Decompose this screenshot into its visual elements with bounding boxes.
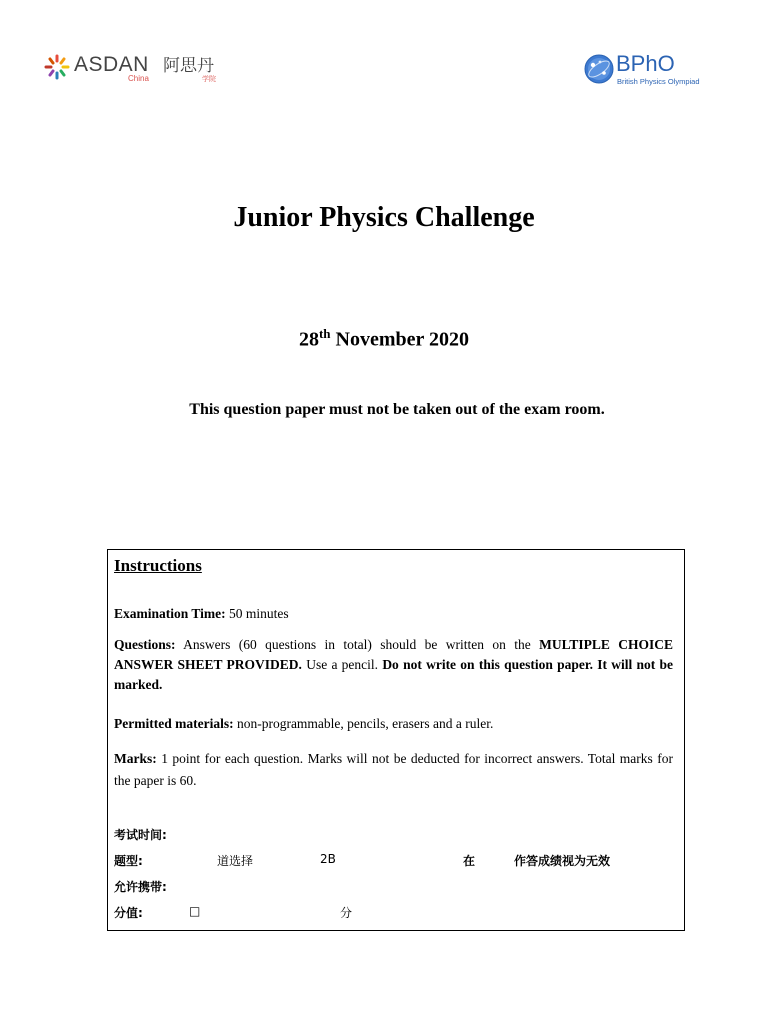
cn-type-c: 在 (463, 854, 476, 868)
bpho-logo (583, 50, 718, 90)
bpho-atom-icon (583, 53, 615, 85)
instructions-box (107, 549, 685, 931)
questions-do-not-write: Do not write on this question paper. It will not be marked. (114, 657, 674, 692)
questions-text-2: Use a pencil. (301, 657, 383, 672)
bpho-wordmark: BPhO (616, 51, 675, 76)
date-day: 28 (298, 328, 319, 351)
page-title: Junior Physics Challenge (233, 202, 535, 233)
instructions-heading: Instructions (114, 556, 202, 575)
permitted-value: non-programmable, pencils, erasers and a ruler. (233, 716, 494, 731)
asdan-wordmark: ASDAN (74, 53, 149, 76)
bpho-subtitle: British Physics Olympiad (617, 77, 700, 86)
cn-type-a: 道选择 (217, 854, 254, 868)
exam-time-line (114, 604, 673, 624)
exam-time-label: Examination Time: (114, 606, 226, 621)
cn-type-b: 2B (320, 852, 336, 866)
permitted-label: Permitted materials: (114, 716, 234, 731)
questions-text-1: Answers (60 questions in total) should be written on the (175, 637, 540, 652)
marks-paragraph (114, 748, 677, 792)
marks-label: Marks: (114, 751, 157, 766)
cn-score-b: 分 (340, 906, 353, 920)
date-rest: November 2020 (330, 328, 470, 351)
exam-time-value: 50 minutes (225, 606, 289, 621)
exam-room-warning: This question paper must not be taken out of the exam room. (189, 401, 605, 418)
permitted-materials-line (114, 714, 673, 734)
questions-paragraph (114, 635, 673, 695)
cn-score-a: □ (189, 904, 201, 918)
cn-score-label: 分值: (114, 906, 143, 920)
asdan-starburst-icon (42, 52, 72, 82)
asdan-logo (42, 50, 222, 86)
cn-time-label: 考试时间: (114, 828, 167, 842)
asdan-chinese-name: 阿思丹 (163, 56, 214, 76)
asdan-sub-left: China (128, 74, 149, 83)
exam-date (0, 326, 768, 352)
marks-value: 1 point for each question. Marks will not be deducted for incorrect answers. Total marks for the paper is 60. (114, 751, 677, 788)
questions-answer-sheet: MULTIPLE CHOICE ANSWER SHEET PROVIDED. (114, 637, 673, 672)
questions-label: Questions: (114, 637, 176, 652)
date-suffix: th (318, 326, 331, 341)
asdan-sub-right: 学院 (202, 75, 216, 83)
cn-allowed-label: 允许携带: (114, 880, 167, 894)
cn-type-label: 题型: (114, 854, 143, 868)
cn-type-d: 作答成绩视为无效 (514, 854, 611, 868)
